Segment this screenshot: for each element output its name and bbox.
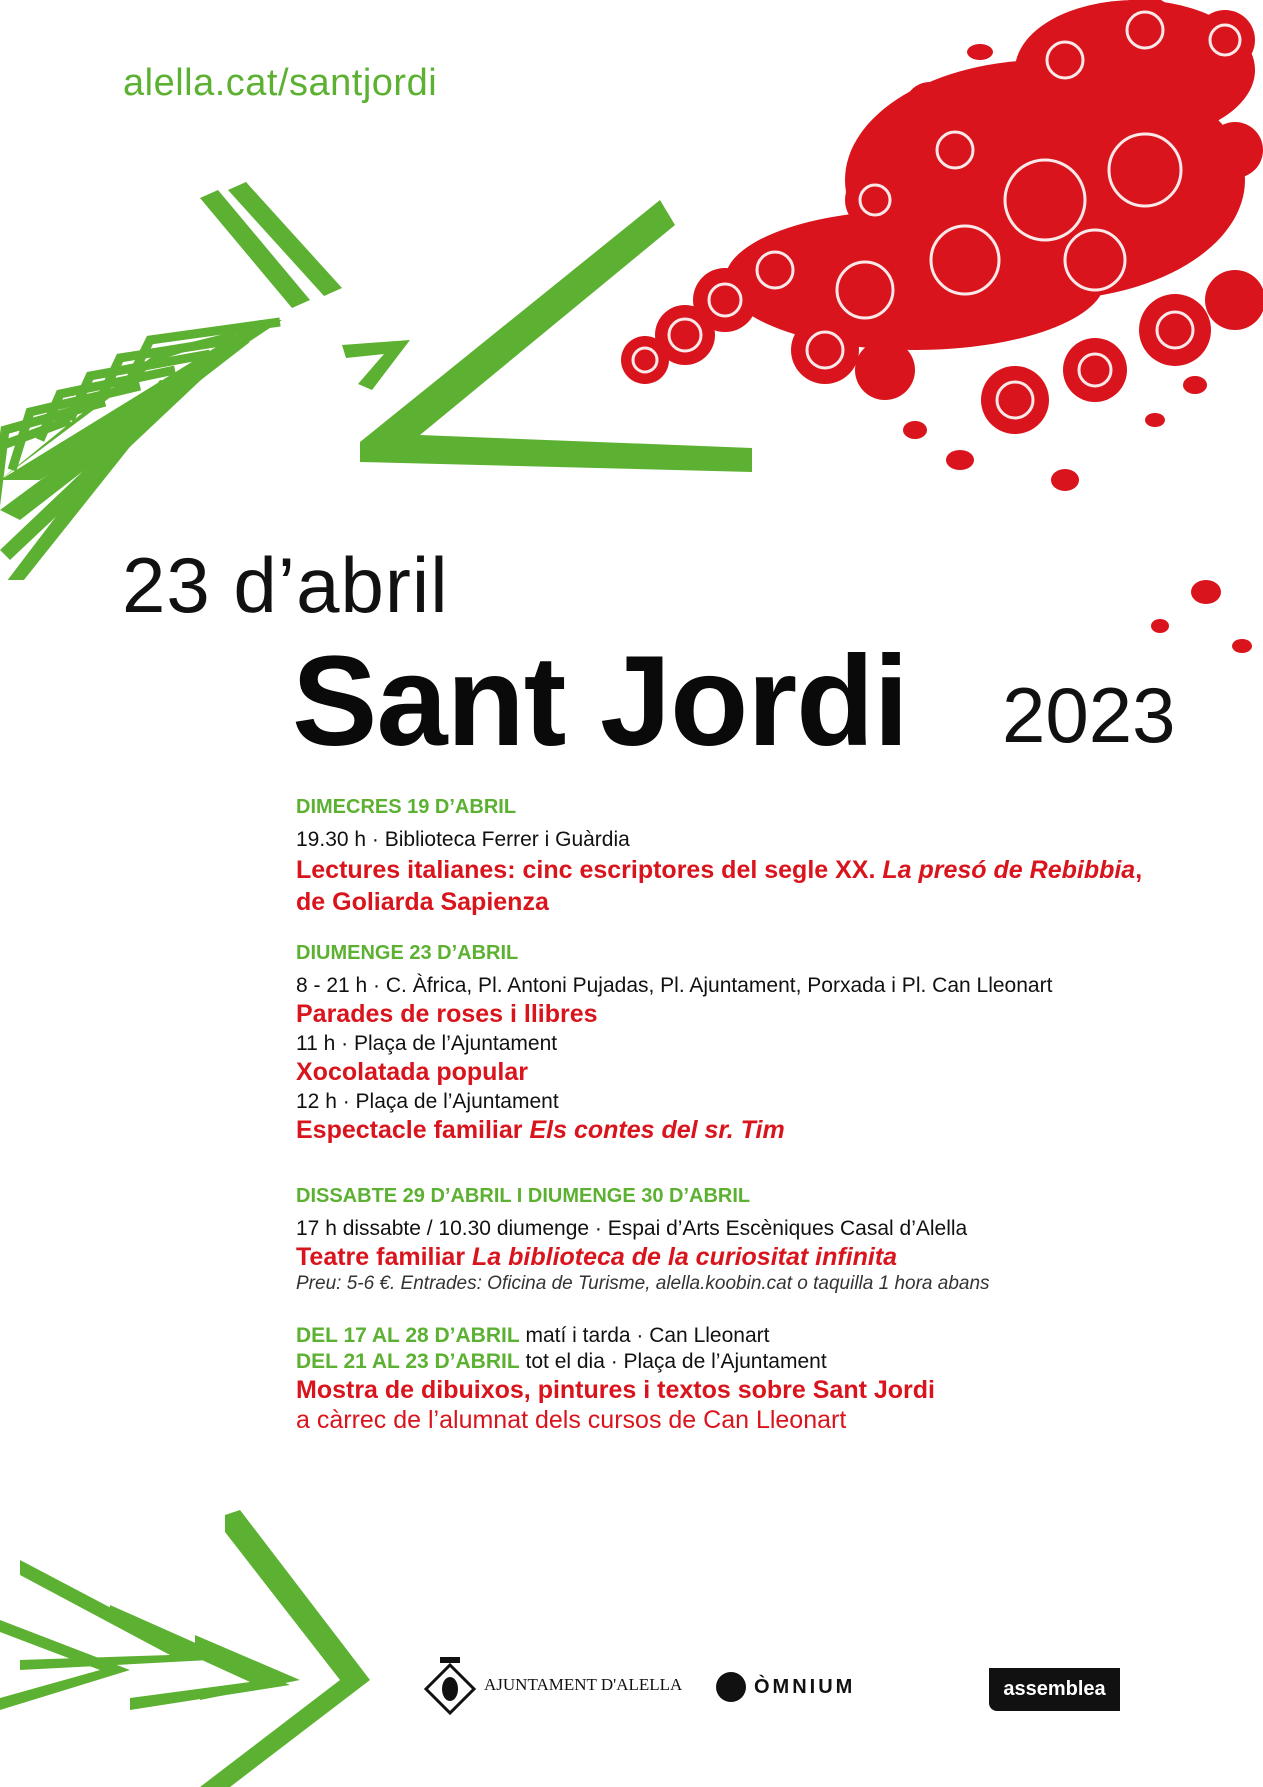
event-title: Lectures italianes: cinc escriptores del segle XX. La presó de Rebibbia, de Goliarda Sapienza bbox=[296, 856, 1143, 916]
exhibition-dates-2: DEL 21 AL 23 D’ABRIL tot el dia · Plaça de l’Ajuntament bbox=[296, 1350, 827, 1373]
page-title: Sant Jordi bbox=[292, 630, 908, 773]
website-url[interactable]: alella.cat/santjordi bbox=[123, 62, 438, 104]
petals bbox=[1140, 570, 1263, 670]
event-title: Teatre familiar La biblioteca de la curiositat infinita bbox=[296, 1243, 898, 1271]
event-title: Espectacle familiar Els contes del sr. Tim bbox=[296, 1116, 785, 1144]
year: 2023 bbox=[1002, 671, 1176, 759]
day-heading: DISSABTE 29 D’ABRIL I DIUMENGE 30 D’ABRIL bbox=[296, 1185, 751, 1207]
event-info: 8 - 21 h · C. Àfrica, Pl. Antoni Pujadas, Pl. Ajuntament, Porxada i Pl. Can Lleonart bbox=[296, 974, 1053, 997]
ajuntament-label: AJUNTAMENT D'ALELLA bbox=[484, 1675, 683, 1694]
event-title: Parades de roses i llibres bbox=[296, 1000, 598, 1028]
exhibition-dates-1: DEL 17 AL 28 D’ABRIL matí i tarda · Can Lleonart bbox=[296, 1324, 770, 1347]
omnium-icon bbox=[716, 1672, 746, 1702]
event-info: 19.30 h · Biblioteca Ferrer i Guàrdia bbox=[296, 828, 630, 851]
program-day-3 bbox=[296, 1185, 1196, 1295]
program-day-1 bbox=[296, 796, 1196, 918]
program-day-2 bbox=[296, 942, 1196, 1146]
coat-of-arms-icon bbox=[422, 1655, 478, 1715]
green-chevrons-bottom bbox=[0, 1510, 380, 1787]
day-heading: DIMECRES 19 D’ABRIL bbox=[296, 796, 517, 818]
omnium-label: ÒMNIUM bbox=[754, 1675, 856, 1698]
roses-illustration bbox=[615, 0, 1263, 500]
event-subtitle: a càrrec de l’alumnat dels cursos de Can Lleonart bbox=[296, 1406, 847, 1434]
event-info: 11 h · Plaça de l’Ajuntament bbox=[296, 1032, 558, 1055]
day-heading: DIUMENGE 23 D’ABRIL bbox=[296, 942, 519, 964]
price-note: Preu: 5-6 €. Entrades: Oficina de Turisme, alella.koobin.cat o taquilla 1 hora abans bbox=[296, 1273, 990, 1294]
event-title: Xocolatada popular bbox=[296, 1058, 528, 1086]
date-heading: 23 d’abril bbox=[122, 541, 449, 629]
event-info: 17 h dissabte / 10.30 diumenge · Espai d’Arts Escèniques Casal d’Alella bbox=[296, 1217, 968, 1240]
ajuntament-logo bbox=[422, 1655, 682, 1715]
event-title: Mostra de dibuixos, pintures i textos sobre Sant Jordi bbox=[296, 1376, 936, 1404]
program-exhibition bbox=[296, 1324, 1196, 1435]
omnium-logo bbox=[716, 1672, 855, 1702]
assemblea-logo: assemblea bbox=[989, 1668, 1120, 1711]
event-info: 12 h · Plaça de l’Ajuntament bbox=[296, 1090, 559, 1113]
